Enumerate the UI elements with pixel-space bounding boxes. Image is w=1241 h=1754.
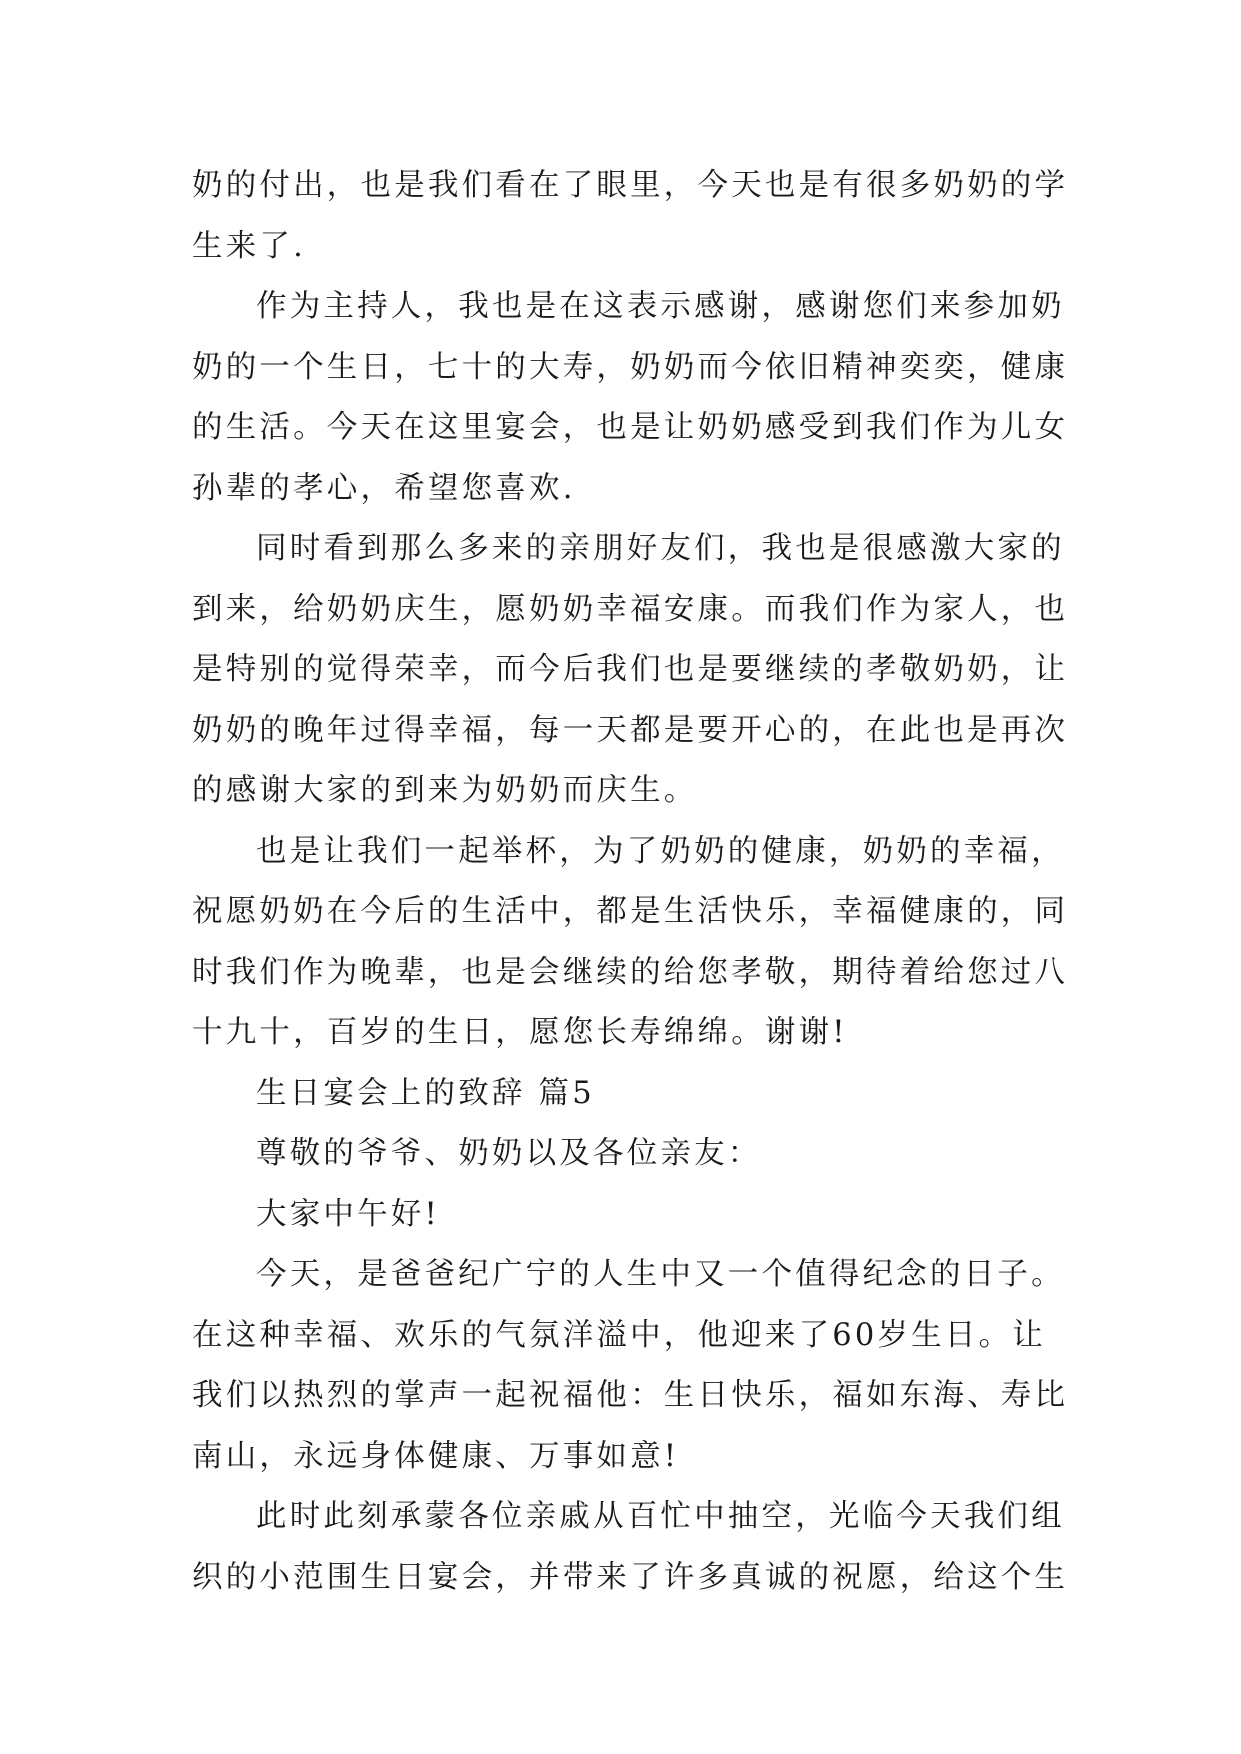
text-line: 时我们作为晚辈，也是会继续的给您孝敬，期待着给您过八 (192, 954, 1069, 990)
text-line: 尊敬的爷爷、奶奶以及各位亲友： (256, 1136, 762, 1171)
document-body (192, 156, 1072, 1608)
text-line: 的感谢大家的到来为奶奶而庆生。 (192, 773, 698, 808)
text-line: 生日宴会上的致辞 篇5 (256, 1075, 595, 1111)
text-line: 祝愿奶奶在今后的生活中，都是生活快乐，幸福健康的，同 (192, 894, 1069, 929)
text-line: 大家中午好! (256, 1196, 440, 1232)
text-line: 此时此刻承蒙各位亲戚从百忙中抽空，光临今天我们组 (256, 1499, 1065, 1534)
text-line: 的生活。今天在这里宴会，也是让奶奶感受到我们作为儿女 (192, 410, 1069, 445)
text-line: 孙辈的孝心，希望您喜欢. (192, 470, 576, 506)
text-line: 也是让我们一起举杯，为了奶奶的健康，奶奶的幸福， (256, 833, 1065, 869)
text-line: 到来，给奶奶庆生，愿奶奶幸福安康。而我们作为家人，也 (192, 591, 1069, 627)
text-line: 在这种幸福、欢乐的气氛洋溢中，他迎来了60岁生日。让 (192, 1317, 1047, 1353)
text-line: 同时看到那么多来的亲朋好友们，我也是很感激大家的 (256, 531, 1065, 566)
text-line: 奶的一个生日，七十的大寿，奶奶而今依旧精神奕奕，健康 (192, 349, 1069, 385)
text-line: 南山，永远身体健康、万事如意! (192, 1438, 680, 1474)
text-line: 我们以热烈的掌声一起祝福他：生日快乐，福如东海、寿比 (192, 1378, 1069, 1413)
text-line: 十九十，百岁的生日，愿您长寿绵绵。谢谢! (192, 1015, 848, 1050)
text-line: 作为主持人，我也是在这表示感谢，感谢您们来参加奶 (256, 289, 1065, 324)
text-line: 生来了. (192, 228, 306, 264)
text-line: 奶奶的晚年过得幸福，每一天都是要开心的，在此也是再次 (192, 712, 1069, 748)
text-line: 奶的付出，也是我们看在了眼里，今天也是有很多奶奶的学 (192, 168, 1069, 203)
text-line: 今天，是爸爸纪广宁的人生中又一个值得纪念的日子。 (256, 1257, 1065, 1292)
text-line: 是特别的觉得荣幸，而今后我们也是要继续的孝敬奶奶，让 (192, 652, 1069, 687)
text-line: 织的小范围生日宴会，并带来了许多真诚的祝愿，给这个生 (192, 1559, 1069, 1595)
